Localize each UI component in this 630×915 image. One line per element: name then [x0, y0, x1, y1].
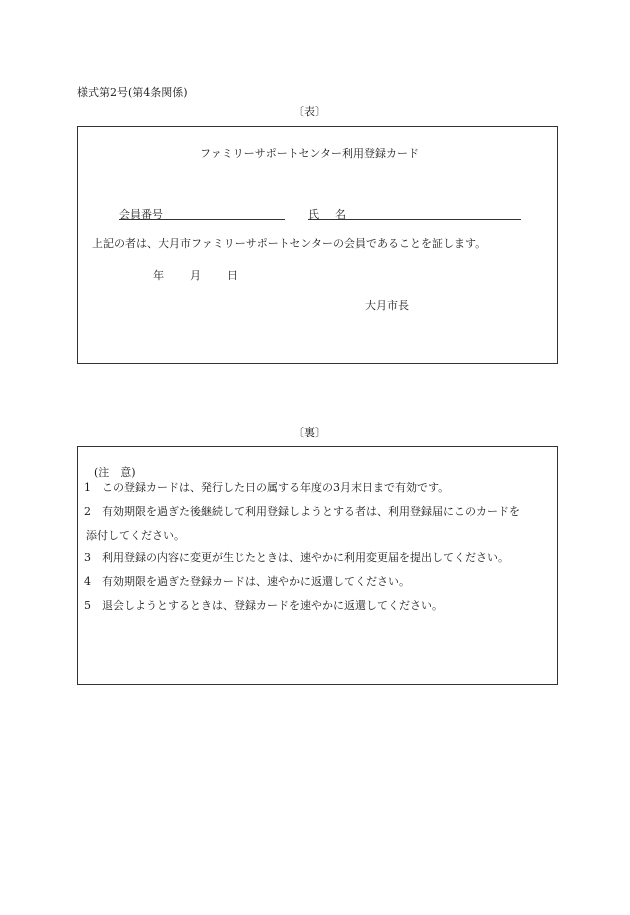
member-number-field-line: [119, 219, 285, 220]
issuer-signature: 大月市長: [365, 299, 409, 312]
registration-card-back: [77, 446, 558, 685]
name-field-line: [308, 219, 521, 220]
note-item: 1 この登録カードは、発行した日の属する年度の3月末日まで有効です。: [84, 481, 450, 494]
name-label-first-char: 氏: [308, 208, 319, 221]
form-number-label: 様式第2号(第4条関係): [77, 86, 188, 99]
back-side-label: 〔裏〕: [293, 426, 326, 439]
registration-card-front: [77, 126, 558, 364]
card-title: ファミリーサポートセンター利用登録カード: [200, 147, 420, 160]
member-number-label: 会員番号: [119, 208, 163, 221]
note-item: 2 有効期限を過ぎた後継続して利用登録しようとする者は、利用登録届にこのカードを: [84, 505, 520, 518]
name-label-second-char: 名: [335, 208, 346, 221]
date-day-label: 日: [227, 269, 238, 282]
note-item-continuation: 添付してください。: [86, 529, 185, 542]
notes-heading: (注 意): [94, 466, 136, 479]
issue-date: [153, 267, 238, 283]
note-item: 4 有効期限を過ぎた登録カードは、速やかに返還してください。: [84, 575, 410, 588]
date-year-label: 年: [153, 269, 164, 282]
note-item: 3 利用登録の内容に変更が生じたときは、速やかに利用変更届を提出してください。: [84, 551, 509, 564]
date-month-label: 月: [190, 269, 201, 282]
certification-text: 上記の者は、大月市ファミリーサポートセンターの会員であることを証します。: [92, 237, 487, 250]
note-item: 5 退会しようとするときは、登録カードを速やかに返還してください。: [84, 599, 443, 612]
front-side-label: 〔表〕: [293, 105, 326, 118]
